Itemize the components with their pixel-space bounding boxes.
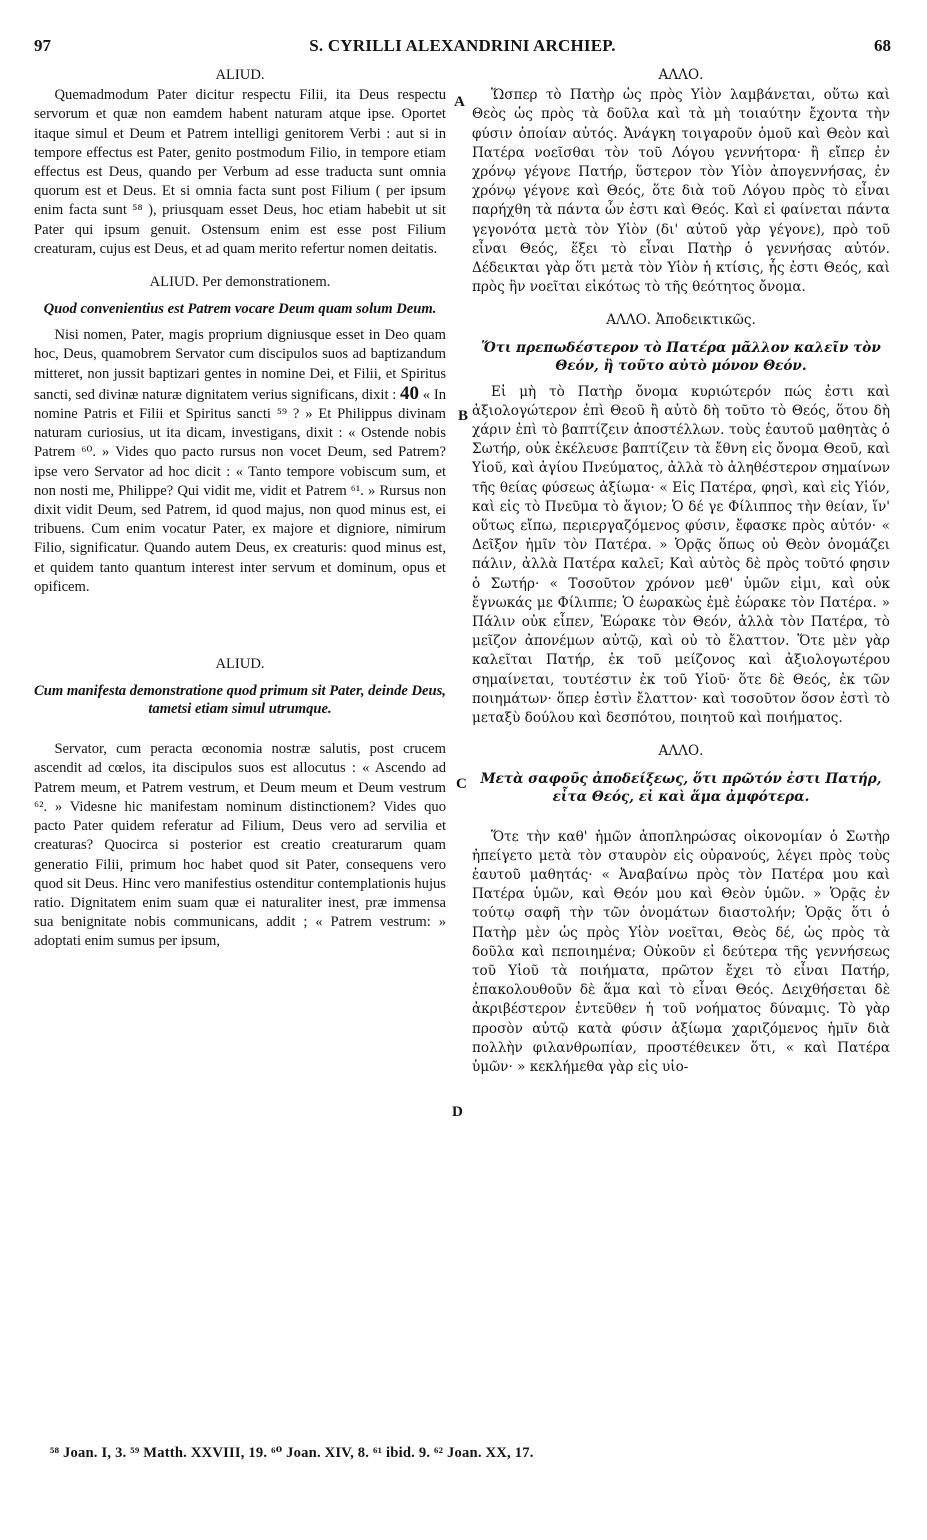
margin-letter-c: C <box>456 776 467 792</box>
latin-paragraph-1: Quemadmodum Pater dicitur respectu Filii, ita Deus respectu servorum et quæ non eamdem habent naturam atque ipse. Oportet itaque simul et Deum et Patrem intelligi genitorem Verbi : aut si in tempore effectus est Pater, genito postmodum Filio, in tempore etiam effectus est Deus, quando per Verbum ad esse traducta sunt omnia quorum est et Deus. Et si omnia facta sunt post Filium ( per ipsum enim facta sunt ⁵⁸ ), priusquam esset Deus, hoc etiam habebit ut sit Pater qui ipsum genuit. Ostensum enim est esse post Filium creaturam, cujus est Deus, et ad quam merito refertur nomen deitatis. <box>34 87 446 257</box>
greek-heading-1: ΑΛΛΟ. <box>658 67 704 83</box>
greek-paragraph-2: Εἰ μὴ τὸ Πατὴρ ὄνομα κυριώτερόν πώς ἐστι καὶ ἀξιολογώτερον ἐπὶ Θεοῦ ἢ αὐτὸ δὴ τοῦτο τὸ Θεός, ὅτου δὴ χάριν ἐπὶ τὸ βαπτίζειν ἀποστέλλων. τοὺς ἑαυτοῦ μαθητὰς ὁ Σωτήρ, οὐκ ἐκέλευσε βαπτίζειν τὰ ἔθνη εἰς ὄνομα Θεοῦ, καὶ Υἱοῦ, καὶ ἁγίου Πνεύματος, ἀλλὰ τὸ ἀληθέστερον σημαίνων τῆς θείας φύσεως ἀξίωμα· « Εἰς Πατέρα, φησὶ, καὶ εἰς Υἱόν, καὶ εἰς τὸ Πνεῦμα τὸ ἅγιον; Ὁ δέ γε Φίλιππος τὴν θείαν, ἵν' οὕτως εἴπω, περιεργαζόμενος φύσιν, ἔφασκε πρὸς αὐτόν· « Δεῖξον ἡμῖν τὸν Πατέρα. » Ὁρᾷς ὅπως οὐ Θεὸν ὀνομάζει πάλιν, ἀλλὰ Πατέρα καλεῖ; Καὶ αὐτὸς δὲ πρὸς τοῦτό φησιν ὁ Σωτήρ· « Τοσοῦτον χρόνον μεθ' ὑμῶν εἰμι, καὶ οὐκ ἔγνωκάς με Φίλιππε; Ὁ ἑωρακὼς ἐμὲ ἑώρακε τὸν Πατέρα. » Πάλιν οὐκ εἶπεν, Ἑώρακε τὸν Θεόν, ἀλλὰ τὸν Πατέρα, τὸ μεῖζον ἀπονέμων αὐτῷ, καὶ οὐ τὸ ἔλαττον. Ὅτε μὲν γὰρ καλεῖται Πατήρ, ἐκ τοῦ μείζονος καὶ ἀξιολογωτέρου σημαίνεται, τουτέστιν ἐκ τοῦ Υἱοῦ· ὅτε δὲ Θεός, ἐκ τῶν ποιημάτων· ὅπερ ἐστὶν ἔλαττον· καὶ τοσοῦτον ὅσον ἐστὶ τὸ μεταξὺ δούλου καὶ δεσπότου, ποιητοῦ καὶ ποιήματος. <box>472 383 890 727</box>
running-title: S. CYRILLI ALEXANDRINI ARCHIEP. <box>309 36 616 55</box>
greek-column <box>472 66 890 1077</box>
page-number-right: 68 <box>874 36 891 55</box>
footnotes: ⁵⁸ Joan. I, 3. ⁵⁹ Matth. XXVIII, 19. ⁶⁰ Joan. XIV, 8. ⁶¹ ibid. 9. ⁶² Joan. XX, 17. <box>50 1445 534 1461</box>
margin-letter-a: A <box>454 94 465 110</box>
greek-subheading-2: Ὅτι πρεπωδέστερον τὸ Πατέρα μᾶλλον καλεῖν τὸν Θεόν, ἢ τοῦτο αὐτὸ μόνον Θεόν. <box>481 339 881 374</box>
greek-subheading-3: Μετὰ σαφοῦς ἀποδείξεως, ὅτι πρῶτόν ἐστι Πατήρ, εἶτα Θεός, εἰ καὶ ἅμα ἀμφότερα. <box>480 770 882 805</box>
greek-paragraph-1: Ὥσπερ τὸ Πατὴρ ὡς πρὸς Υἱὸν λαμβάνεται, οὕτω καὶ Θεὸς ὡς πρὸς τὰ δοῦλα καὶ τὰ μὴ τοιαύτην ἔχοντα τὴν φύσιν ὁποίαν αὐτός. Ἀνάγκη τοιγαροῦν ὁμοῦ καὶ Θεὸν καὶ Πατέρα νοεῖσθαι τὸν τοῦ Λόγου γεννήτορα· ἢ εἴπερ ἐν χρόνῳ γέγονε Πατήρ, ὕστερον τὸν Υἱὸν ἀπογεννήσας, ἐν χρόνῳ γέγονε καὶ Θεός, ὅτε διὰ τοῦ Λόγου πρὸς τὸ εἶναι παρήχθη τὰ πάντα ὧν ἐστι καὶ Θεός. Καὶ εἰ φαίνεται πάντα γεγονότα μετὰ τὸν Υἱὸν (δι' αὐτοῦ γὰρ γέγονε), πρὸ τοῦ εἶναι Θεός, ἕξει τὸ εἶναι Πατὴρ ὁ γεννήσας αὐτόν. Δέδεικται γὰρ ὅτι μετὰ τὸν Υἱὸν ἡ κτίσις, ἧς ἐστι Θεός, καὶ πρὸς ἣν νοεῖται εἰκότως τὸ τῆς θεότητος ὄνομα. <box>472 87 890 296</box>
latin-column <box>34 66 446 952</box>
page-header <box>34 36 891 58</box>
latin-heading-3: ALIUD. <box>215 656 265 673</box>
latin-subheading-2: Quod convenientius est Patrem vocare Deum quam solum Deum. <box>43 301 437 318</box>
latin-paragraph-3: Servator, cum peracta œconomia nostræ salutis, post crucem ascendit ad cœlos, ita discipulos suos est allocutus : « Ascendo ad Patrem meum, et Patrem vestrum, et Deum meum et Deum vestrum ⁶². » Videsne hic manifestam nominum distinctionem? Vides quo pacto Pater quidem referatur ad Filium, Deus vero ad servilia et creaturas? Quocirca si posterior est creatio creaturarum quam generatio Filii, primum hoc habet quod sit Pater, consequens vero quod sit Deus. Hinc vero manifestius ostenditur contemplationis hujus ratio. Dignitatem enim suam quæ ei naturaliter inest, præ immensa sua benignitate nobis communicans, addit ; « Patrem vestrum: » adoptati enim sumus per ipsum, <box>34 741 446 950</box>
margin-letter-b: B <box>458 408 469 424</box>
latin-heading-1: ALIUD. <box>215 67 265 83</box>
column-number-40: 40 <box>400 382 420 404</box>
margin-letter-d: D <box>452 1104 463 1120</box>
latin-subheading-3: Cum manifesta demonstratione quod primum sit Pater, deinde Deus, tametsi etiam simul utrumque. <box>34 683 446 718</box>
latin-paragraph-2: Nisi nomen, Pater, magis proprium digniusque esset in Deo quam hoc, Deus, quamobrem Servator cum discipulos suos ad baptizandum mitteret, non jussit baptizari gentes in nomine Dei, et Filii, et Spiritus sancti, sed divinæ naturæ dignitatem verius significans, dixit : 40 « In nomine Patris et Filii et Spiritus sancti ⁵⁹ ? » Et Philippus divinam naturam curiosius, ut ita dicam, investigans, dixit : « Ostende nobis Patrem ⁶⁰. » Vides quo pacto rursus non vocet Deum, sed Patrem? ipse vero Servator ad hoc dicit : « Tanto tempore vobiscum sum, et non nosti me, Philippe? Qui vidit me, vidit et Patrem ⁶¹. » Rursus non dixit vidit Deum, sed Patrem, id quod majus, non quod minus est, ei tribuens. Cum enim vocatur Pater, ex majore et digniore, nimirum Filio, significatur. Quando autem Deus, ex creaturis: quod minus est, et quidem tanto quantum interest inter servum et dominum, opus et opificem. <box>34 327 446 595</box>
latin-heading-2: ALIUD. Per demonstrationem. <box>149 274 331 291</box>
greek-heading-3: ΑΛΛΟ. <box>658 743 704 760</box>
greek-heading-2: ΑΛΛΟ. Ἀποδεικτικῶς. <box>606 312 756 329</box>
page-number-left: 97 <box>34 36 51 55</box>
greek-paragraph-3: Ὅτε τὴν καθ' ἡμῶν ἀποπληρώσας οἰκονομίαν ὁ Σωτὴρ ἠπείγετο μετὰ τὸν σταυρὸν εἰς οὐρανούς, λέγει πρὸς τοὺς ἑαυτοῦ μαθητάς· « Ἀναβαίνω πρὸς τὸν Πατέρα μου καὶ Πατέρα ὑμῶν, καὶ Θεόν μου καὶ Θεὸν ὑμῶν. » Ὁρᾷς ἐν τούτῳ σαφῆ τὴν τῶν ὀνομάτων διαστολήν; Ὁρᾷς ὅτι ὁ Πατὴρ μὲν ὡς πρὸς Υἱὸν νοεῖται, Θεὸς δέ, ὡς πρὸς τὰ δοῦλα καὶ πεποιημένα; Οὐκοῦν εἰ δεύτερα τῆς γεννήσεως τοῦ Υἱοῦ τὰ ποιήματα, πρῶτον ἔχει τὸ εἶναι Πατήρ, ἐπακολουθοῦν δὲ ἅμα καὶ τὸ εἶναι Θεός. Δειχθήσεται δὲ ἀκριβέστερον ἐντεῦθεν ἡ τοῦ νοήματος δύναμις. Τὸ γὰρ προσὸν αὐτῷ κατὰ φύσιν ἀξίωμα χαριζόμενος ἡμῖν διὰ πολλὴν φιλανθρωπίαν, προστέθεικεν ὅτι, « καὶ Πατέρα ὑμῶν· » κεκλήμεθα γὰρ εἰς υἱο- <box>472 828 890 1075</box>
